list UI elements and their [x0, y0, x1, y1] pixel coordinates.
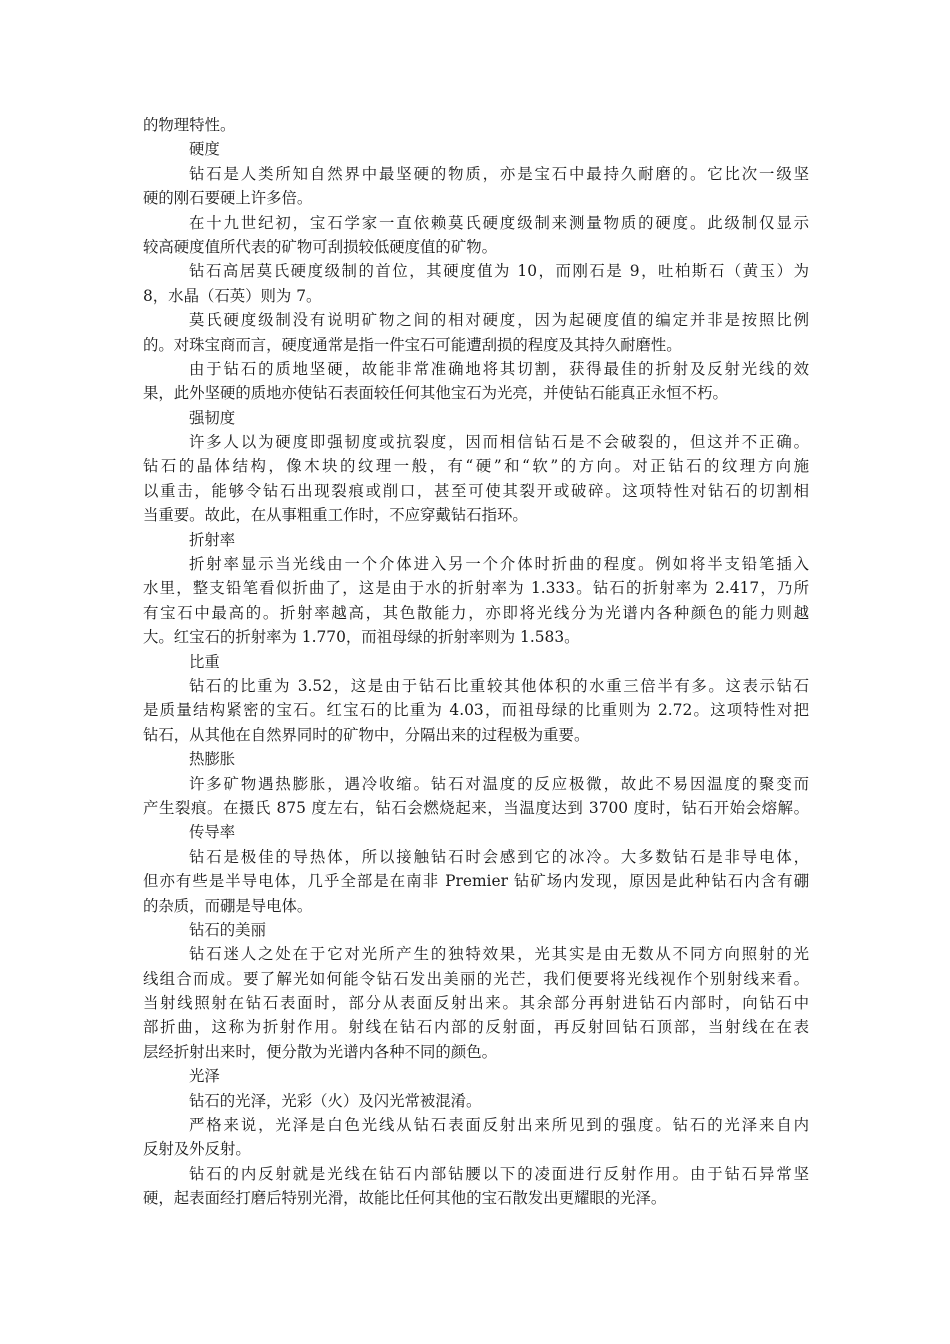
section-heading-beauty: 钻石的美丽	[189, 920, 266, 939]
text-line: 的物理特性。	[143, 116, 236, 134]
text-line: 较高硬度值所代表的矿物可刮损较低硬度值的矿物。	[143, 237, 497, 256]
section-heading-hardness: 硬度	[189, 140, 220, 159]
text-line: 严格来说，光泽是白色光线从钻石表面反射出来所见到的强度。钻石的光泽来自内	[189, 1116, 809, 1135]
text-line: 大。红宝石的折射率为 1.770，而祖母绿的折射率则为 1.583。	[143, 628, 580, 647]
text-line: 的杂质，而硼是导电体。	[143, 896, 313, 915]
text-line: 产生裂痕。在摄氏 875 度左右，钻石会燃烧起来，当温度达到 3700 度时，钻石开始会熔解。	[143, 798, 809, 817]
text-line: 硬，起表面经打磨后特别光滑，故能比任何其他的宝石散发出更耀眼的光泽。	[143, 1189, 667, 1208]
text-line: 钻石的比重为 3.52，这是由于钻石比重较其他体积的水重三倍半有多。这表示钻石	[189, 676, 809, 695]
section-heading-thermal-expansion: 热膨胀	[189, 750, 236, 769]
text-line: 钻石的光泽，光彩（火）及闪光常被混淆。	[189, 1091, 482, 1110]
text-line: 8，水晶（石英）则为 7。	[143, 286, 322, 305]
text-line: 的。对珠宝商而言，硬度通常是指一件宝石可能遭刮损的程度及其持久耐磨性。	[143, 335, 682, 354]
text-line: 是质量结构紧密的宝石。红宝石的比重为 4.03，而祖母绿的比重则为 2.72。这项特性对把	[143, 701, 809, 720]
text-line: 果，此外坚硬的质地亦使钻石表面较任何其他宝石为光亮，并使钻石能真正永恒不朽。	[143, 384, 728, 403]
text-line: 钻石是人类所知自然界中最坚硬的物质，亦是宝石中最持久耐磨的。它比次一级坚	[189, 164, 809, 183]
text-line: 莫氏硬度级制没有说明矿物之间的相对硬度，因为起硬度值的编定并非是按照比例	[189, 311, 809, 330]
text-line: 钻石的内反射就是光线在钻石内部钻腰以下的凌面进行反射作用。由于钻石异常坚	[189, 1164, 809, 1183]
text-line: 许多人以为硬度即强韧度或抗裂度，因而相信钻石是不会破裂的，但这并不正确。	[189, 433, 809, 452]
text-line: 折射率显示当光线由一个介体进入另一个介体时折曲的程度。例如将半支铅笔插入	[189, 555, 809, 574]
section-heading-refractive-index: 折射率	[189, 530, 236, 549]
section-heading-conductivity: 传导率	[189, 823, 236, 842]
text-line: 线组合而成。要了解光如何能令钻石发出美丽的光芒，我们便要将光线视作个别射线来看。	[143, 969, 809, 988]
text-line: 钻石的晶体结构，像木块的纹理一般，有“硬”和“软”的方向。对正钻石的纹理方向施	[143, 457, 809, 476]
text-line: 层经折射出来时，便分散为光谱内各种不同的颜色。	[143, 1042, 497, 1061]
text-line: 但亦有些是半导电体，几乎全部是在南非 Premier 钻矿场内发现，原因是此种钻石内含有硼	[143, 872, 809, 891]
text-line: 硬的刚石要硬上许多倍。	[143, 189, 313, 208]
text-line: 钻石，从其他在自然界同时的矿物中，分隔出来的过程极为重要。	[143, 725, 590, 744]
text-line: 钻石高居莫氏硬度级制的首位，其硬度值为 10，而刚石是 9，吐柏斯石（黄玉）为	[189, 262, 809, 281]
text-line: 有宝石中最高的。折射率越高，其色散能力，亦即将光线分为光谱内各种颜色的能力则越	[143, 603, 809, 622]
text-line: 由于钻石的质地坚硬，故能非常准确地将其切割，获得最佳的折射及反射光线的效	[189, 359, 809, 378]
text-line: 水里，整支铅笔看似折曲了，这是由于水的折射率为 1.333。钻石的折射率为 2.417，乃所	[143, 579, 809, 598]
section-heading-specific-gravity: 比重	[189, 652, 220, 671]
text-line: 当重要。故此，在从事粗重工作时，不应穿戴钻石指环。	[143, 506, 528, 525]
text-line: 部折曲，这称为折射作用。射线在钻石内部的反射面，再反射回钻石顶部，当射线在在表	[143, 1018, 809, 1037]
text-line: 钻石迷人之处在于它对光所产生的独特效果，光其实是由无数从不同方向照射的光	[189, 945, 809, 964]
text-line: 许多矿物遇热膨胀，遇冷收缩。钻石对温度的反应极微，故此不易因温度的聚变而	[189, 774, 809, 793]
section-heading-toughness: 强韧度	[189, 408, 236, 427]
text-line: 在十九世纪初，宝石学家一直依赖莫氏硬度级制来测量物质的硬度。此级制仅显示	[189, 213, 809, 232]
text-line: 以重击，能够令钻石出现裂痕或削口，甚至可使其裂开或破碎。这项特性对钻石的切割相	[143, 481, 809, 500]
document-page	[143, 113, 809, 1211]
text-line: 反射及外反射。	[143, 1140, 251, 1159]
text-line: 钻石是极佳的导热体，所以接触钻石时会感到它的冰冷。大多数钻石是非导电体，	[189, 847, 809, 866]
section-heading-luster: 光泽	[189, 1067, 220, 1086]
text-line: 当射线照射在钻石表面时，部分从表面反射出来。其余部分再射进钻石内部时，向钻石中	[143, 994, 809, 1013]
